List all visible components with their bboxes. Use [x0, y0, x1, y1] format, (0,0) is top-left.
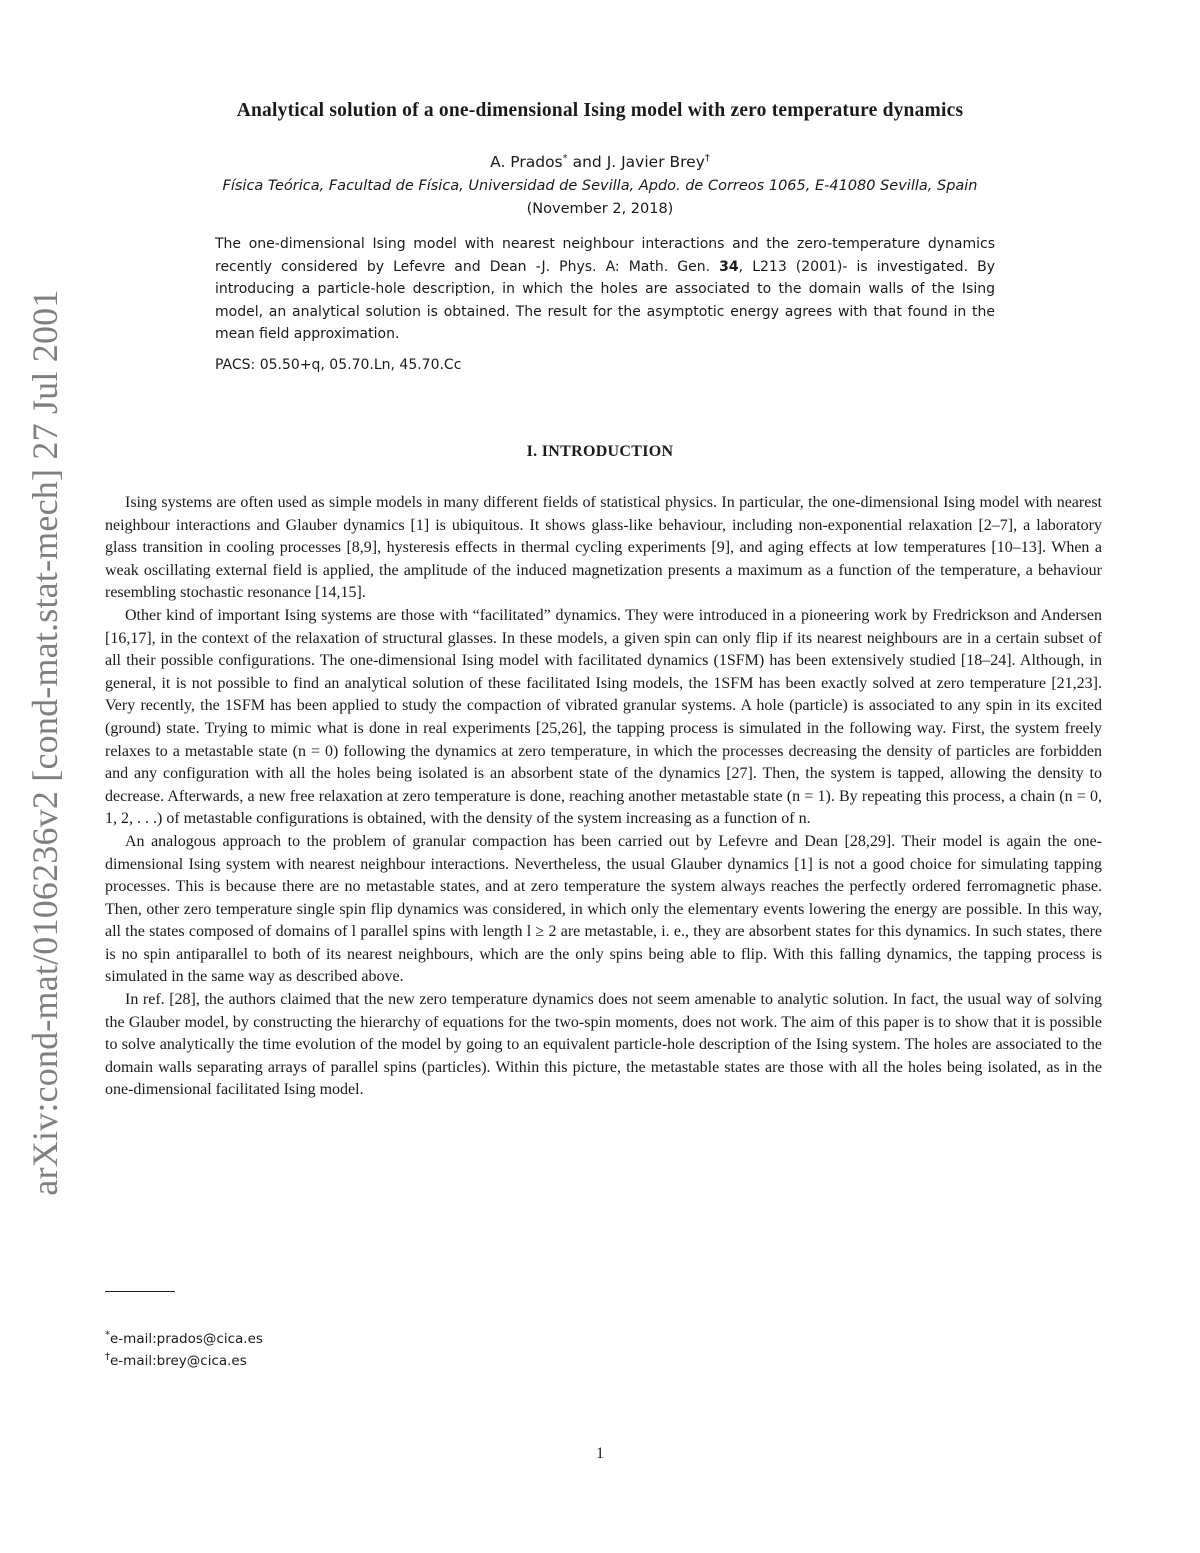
abstract [215, 233, 995, 346]
footnote-text: e-mail:prados@cica.es [110, 1331, 263, 1347]
affiliation: Física Teórica, Facultad de Física, Universidad de Sevilla, Apdo. de Correos 1065, E-41080 Sevilla, Spain [222, 178, 978, 194]
author-line [100, 153, 1100, 171]
footnote-mark: † [105, 1351, 110, 1363]
paragraph-2: Other kind of important Ising systems are those with “facilitated” dynamics. They were introduced in a pioneering work by Fredrickson and Andersen [16,17], in the context of the relaxation of structural glasses. In these models, a given spin can only flip if its nearest neighbours are in a certain subset of all their possible configurations. The one-dimensional Ising model with facilitated dynamics (1SFM) has been extensively studied [18–24]. Although, in general, it is not possible to find an analytical solution of these facilitated Ising models, the 1SFM has been exactly solved at zero temperature [21,23]. Very recently, the 1SFM has been applied to study the compaction of vibrated granular systems. A hole (particle) is associated to any spin in its excited (ground) state. Trying to mimic what is done in real experiments [25,26], the tapping process is simulated in the following way. First, the system freely relaxes to a metastable state (n = 0) following the dynamics at zero temperature, in which the processes decreasing the density of particles are forbidden and any configuration with all the holes being isolated is an absorbent state of the dynamics [27]. Then, the system is tapped, allowing the density to decrease. Afterwards, a new free relaxation at zero temperature is done, reaching another metastable state (n = 1). By repeating this process, a chain (n = 0, 1, 2, . . .) of metastable configurations is obtained, with the density of the system increasing as a function of n. [105, 606, 1102, 828]
paragraph-3: An analogous approach to the problem of granular compaction has been carried out by Lefevre and Dean [28,29]. Their model is again the one-dimensional Ising system with nearest neighbour interactions. Nevertheless, the usual Glauber dynamics [1] is not a good choice for simulating tapping processes. This is because there are no metastable states, and at zero temperature the system always reaches the perfectly ordered ferromagnetic phase. Then, other zero temperature single spin flip dynamics was considered, in which only the elementary events lowering the energy are possible. In this way, all the states composed of domains of l parallel spins with length l ≥ 2 are metastable, i. e., they are absorbent states for this dynamics. In such states, there is no spin antiparallel to both of its nearest neighbours, which are the only spins being able to flip. With this falling dynamics, the tapping process is simulated in the same way as described above. [105, 832, 1102, 986]
abstract-text-end: , L213 (2001)- is investigated. By introducing a particle-hole description, in which the holes are associated to the domain walls of the Ising model, an analytical solution is obtained. The result for the asymptotic energy agrees with that found in the mean field approximation. [215, 258, 996, 342]
paragraph-4: In ref. [28], the authors claimed that the new zero temperature dynamics does not seem amenable to analytic solution. In fact, the usual way of solving the Glauber model, by constructing the hierarchy of equations for the two-spin moments, does not work. The aim of this paper is to show that it is possible to solve analytically the time evolution of the model by going to an equivalent particle-hole description of the Ising system. The holes are associated to the domain walls separating arrays of parallel spins (particles). Within this picture, the metastable states are those with all the holes being isolated, as in the one-dimensional facilitated Ising model. [105, 991, 1102, 1099]
author-brey-footnote-mark: † [704, 152, 710, 164]
author-brey: J. Javier Brey [606, 153, 705, 171]
footnote-text: e-mail:brey@cica.es [110, 1353, 247, 1369]
introduction-body [105, 492, 1102, 1102]
page-number: 1 [596, 1445, 604, 1462]
abstract-text-start: The one-dimensional Ising model with nearest neighbour interactions and the zero-temperature dynamics recently considered by Lefevre and Dean -J. Phys. A: Math. Gen. [215, 236, 995, 275]
pacs-codes: PACS: 05.50+q, 05.70.Ln, 45.70.Cc [215, 357, 462, 373]
paper-title: Analytical solution of a one-dimensional Ising model with zero temperature dynamics [236, 100, 964, 121]
author-prados: A. Prados [490, 153, 563, 171]
author-prados-footnote-mark: * [562, 152, 568, 164]
footnote-mark: * [105, 1329, 110, 1341]
footnote-divider [105, 1291, 175, 1292]
abstract-journal-volume: 34 [719, 258, 739, 275]
footnotes [105, 1328, 263, 1372]
arxiv-identifier-stamp: arXiv:cond-mat/0106236v2 [cond-mat.stat-mech] 27 Jul 2001 [25, 289, 65, 1196]
paper-date: (November 2, 2018) [526, 201, 674, 217]
section-heading-introduction: I. INTRODUCTION [526, 443, 674, 460]
paragraph-1: Ising systems are often used as simple models in many different fields of statistical physics. In particular, the one-dimensional Ising model with nearest neighbour interactions and Glauber dynamics [1] is ubiquitous. It shows glass-like behaviour, including non-exponential relaxation [2–7], a laboratory glass transition in cooling processes [8,9], hysteresis effects in thermal cycling experiments [9], and aging effects at low temperatures [10–13]. When a weak oscillating external field is applied, the amplitude of the induced magnetization presents a maximum as a function of the temperature, a behaviour resembling stochastic resonance [14,15]. [105, 494, 1102, 602]
footnote-prados-email [105, 1328, 263, 1350]
author-conjunction: and [572, 153, 602, 171]
footnote-brey-email [105, 1350, 263, 1372]
